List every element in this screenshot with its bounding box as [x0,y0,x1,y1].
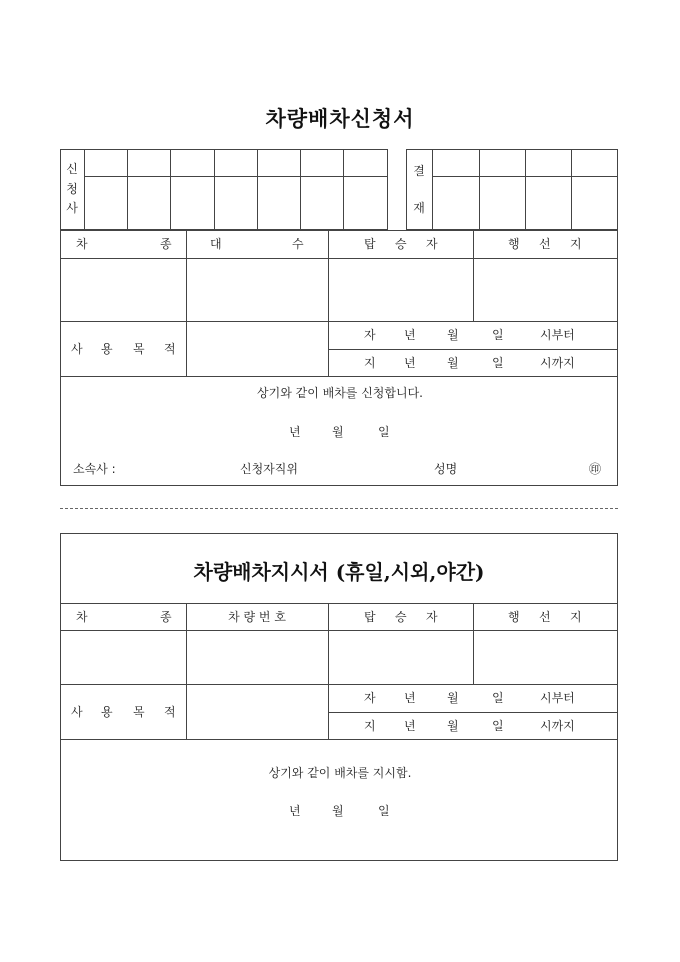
approval-label-1: 결 [413,164,425,178]
period-from-suffix: 시부터 [540,328,575,342]
form2-header-car-type-1: 차 [76,610,88,624]
period-from-day: 일 [492,328,504,342]
header-count-1: 대 [210,237,222,251]
header-passenger-3: 자 [426,237,438,251]
form2-period-to-day: 일 [492,719,504,733]
position-label: 신청자직위 [240,462,298,476]
approval-label-2: 재 [413,201,425,215]
form2-period-to-char: 지 [364,719,376,733]
form2-header-destination-1: 행 [508,610,520,624]
period-from-char: 자 [364,328,376,342]
form2-period-from-day: 일 [492,691,504,705]
form2-header-passenger-3: 자 [426,610,438,624]
header-count-2: 수 [292,237,304,251]
period-from-month: 월 [447,328,459,342]
form2-date-month: 월 [332,804,344,818]
form1-date-year: 년 [289,425,301,439]
header-car-type-2: 종 [160,237,172,251]
purpose-label-4: 적 [164,342,176,356]
form2-period-from-char: 자 [364,691,376,705]
applicant-label-2: 청 [66,182,78,196]
period-to-suffix: 시까지 [540,356,575,370]
form2-purpose-label-4: 적 [164,705,176,719]
period-from-year: 년 [404,328,416,342]
form1-date-month: 월 [332,425,344,439]
form2-date-day: 일 [378,804,390,818]
period-to-char: 지 [364,356,376,370]
form2-date-year: 년 [289,804,301,818]
applicant-label-3: 사 [66,201,78,215]
header-passenger-2: 승 [395,237,407,251]
header-car-type-1: 차 [76,237,88,251]
form2-header-passenger-2: 승 [395,610,407,624]
form2-period-to-month: 월 [447,719,459,733]
form2-statement: 상기와 같이 배차를 지시함. [268,766,412,780]
seal-icon: ㊞ [589,462,602,476]
form2-period-to-year: 년 [404,719,416,733]
period-to-year: 년 [404,356,416,370]
form2-period-from-suffix: 시부터 [540,691,575,705]
period-to-day: 일 [492,356,504,370]
form2-period-from-month: 월 [447,691,459,705]
form2-period-to-suffix: 시까지 [540,719,575,733]
applicant-box [60,149,388,230]
applicant-label-1: 신 [66,162,78,176]
name-label: 성명 [434,462,458,476]
form2-header-car-number: 차 량 번 호 [228,610,286,624]
affiliation-label: 소속사 : [73,462,116,476]
purpose-label-2: 용 [101,342,113,356]
header-destination-1: 행 [508,237,520,251]
header-passenger-1: 탑 [364,237,376,251]
form1-title: 차량배차신청서 [265,106,415,131]
form2-period-from-year: 년 [404,691,416,705]
form2-header-car-type-2: 종 [160,610,172,624]
purpose-label-1: 사 [71,342,83,356]
form2-header-passenger-1: 탑 [364,610,376,624]
period-to-month: 월 [447,356,459,370]
form1-statement: 상기와 같이 배차를 신청합니다. [257,386,423,400]
header-destination-2: 선 [539,237,551,251]
form2-header-destination-2: 선 [539,610,551,624]
form2-header-destination-3: 지 [570,610,582,624]
header-destination-3: 지 [570,237,582,251]
cut-line-divider [60,508,618,509]
form2-purpose-label-3: 목 [133,705,145,719]
approval-box [406,149,618,230]
purpose-label-3: 목 [133,342,145,356]
form1-main-table [60,230,618,486]
form2-purpose-label-1: 사 [71,705,83,719]
form2-title: 차량배차지시서 (휴일,시외,야간) [193,560,485,584]
form1-date-day: 일 [378,425,390,439]
form2-purpose-label-2: 용 [101,705,113,719]
